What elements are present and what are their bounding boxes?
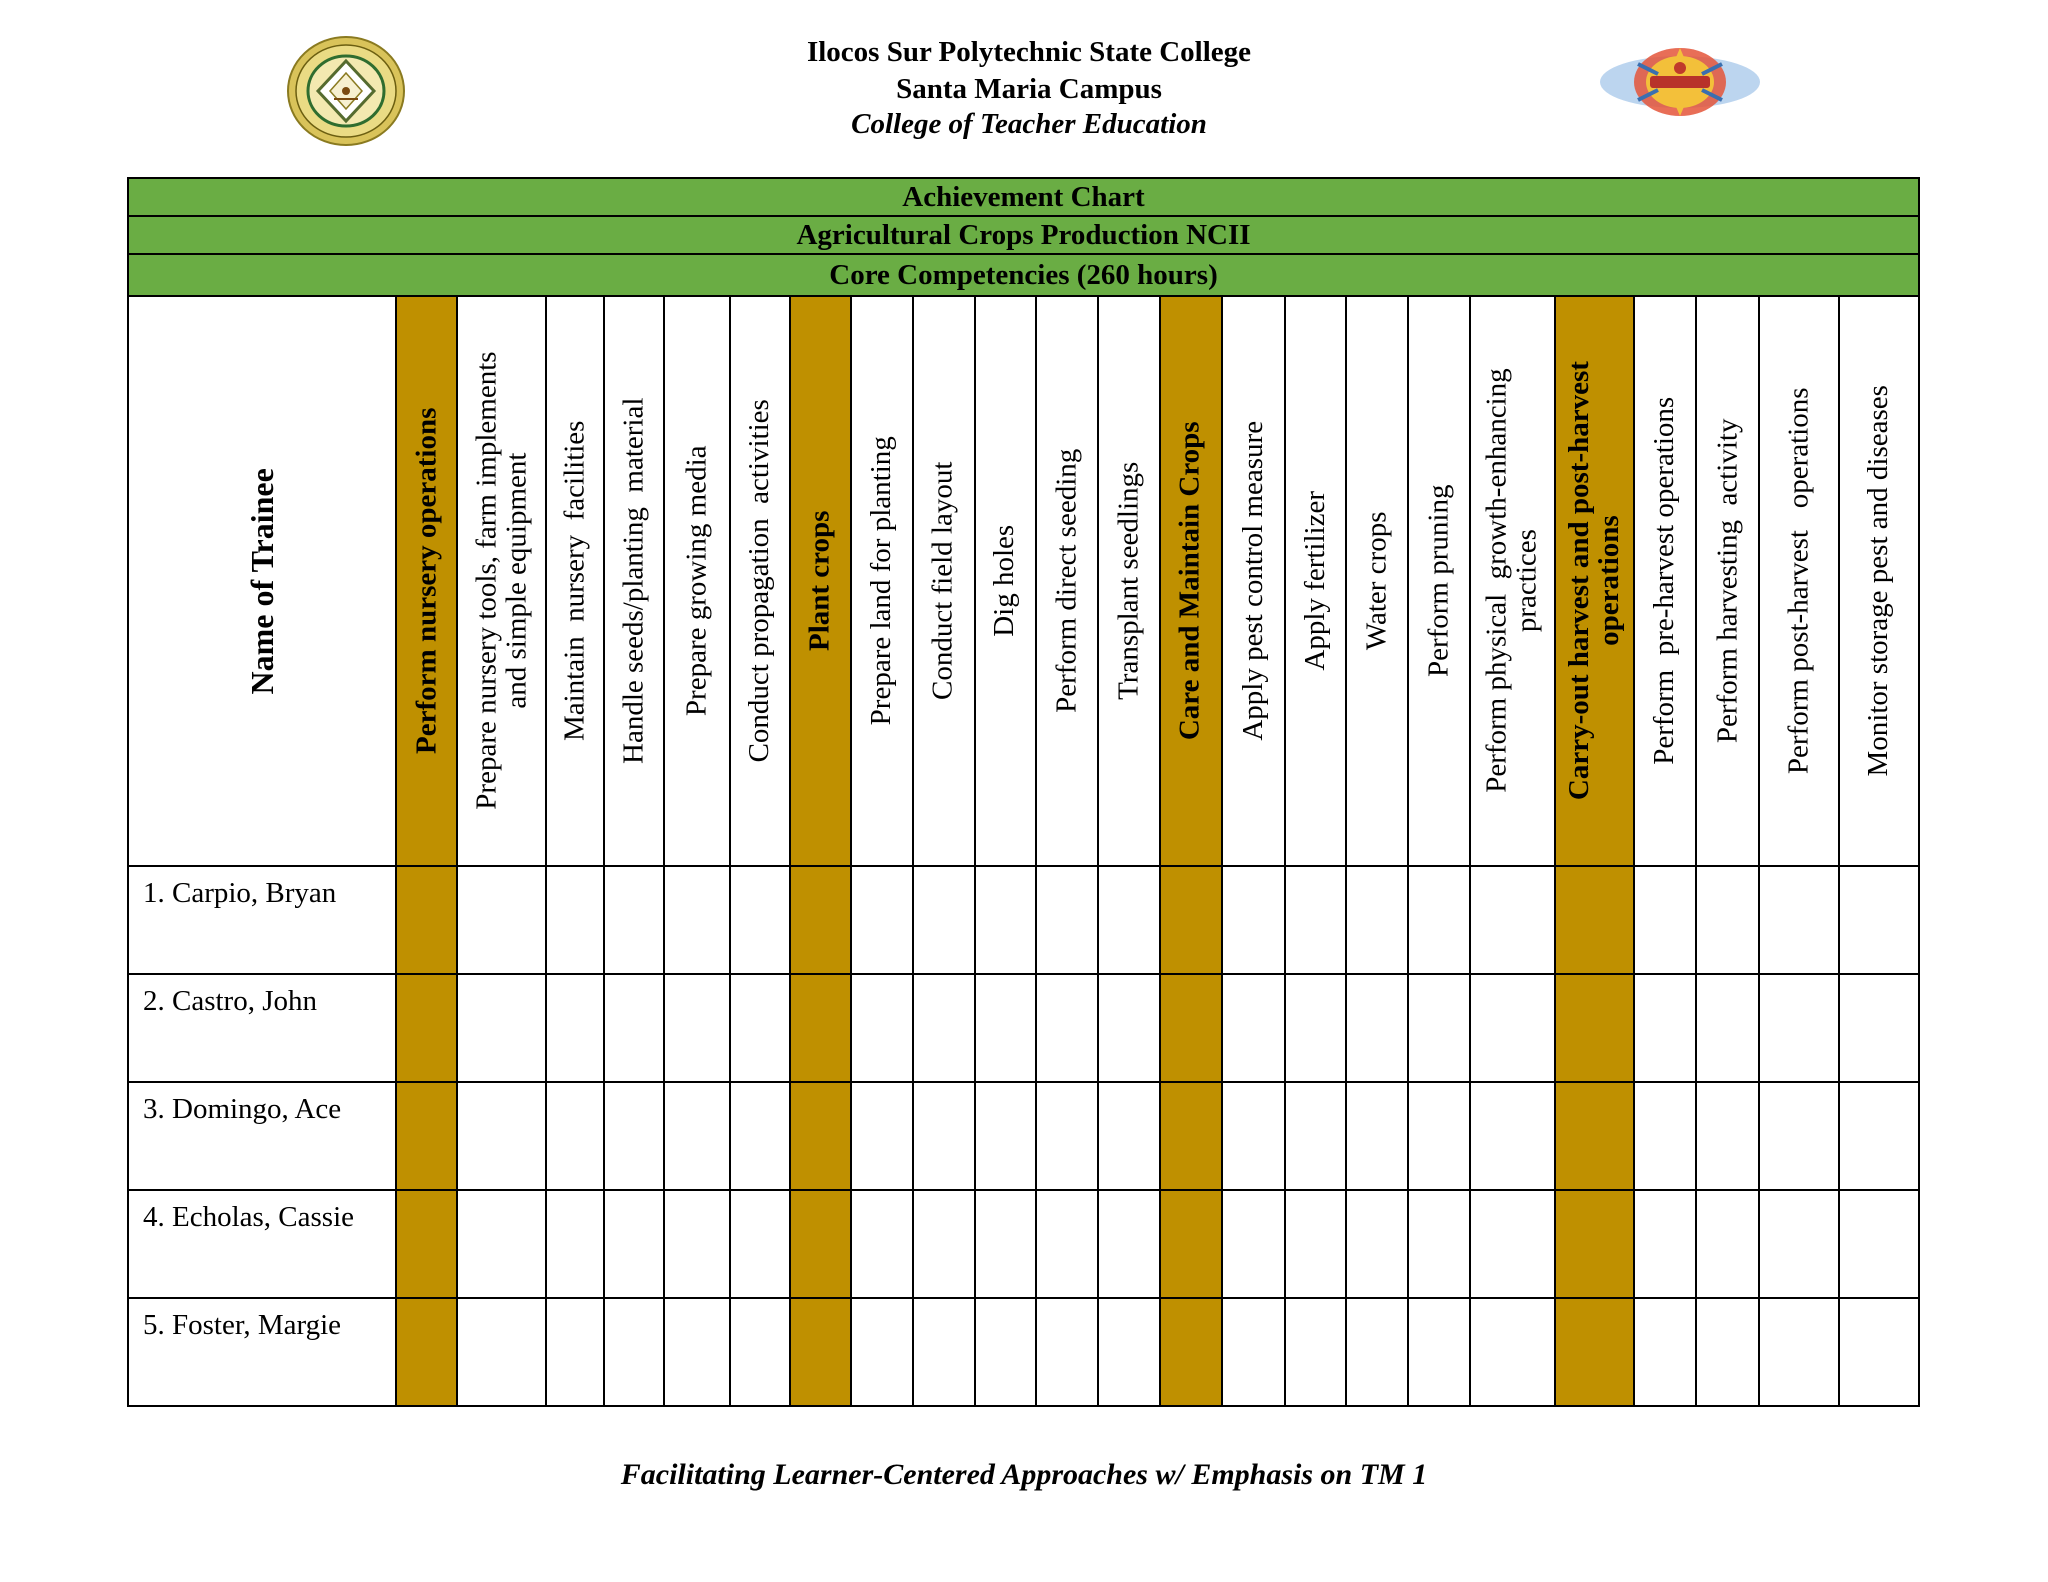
achievement-cell (1696, 866, 1759, 974)
achievement-cell (1160, 1190, 1222, 1298)
footer-text: Facilitating Learner-Centered Approaches w/ Emphasis on TM 1 (620, 1458, 1428, 1491)
achievement-cell (1408, 1190, 1470, 1298)
achievement-cell (975, 974, 1036, 1082)
achievement-cell (1839, 1298, 1919, 1406)
achievement-cell (913, 1298, 975, 1406)
achievement-cell (975, 1190, 1036, 1298)
competency-header-1 (396, 296, 457, 866)
achievement-cell (1634, 1190, 1696, 1298)
achievement-cell (1346, 1082, 1408, 1190)
achievement-cell (1555, 1190, 1634, 1298)
competency-label: Perform harvesting activity (1711, 418, 1744, 744)
competency-header-2 (457, 296, 546, 866)
achievement-cell (457, 1082, 546, 1190)
achievement-cell (457, 866, 546, 974)
name-of-trainee-header (128, 296, 396, 866)
achievement-cell (790, 974, 851, 1082)
achievement-cell (457, 1190, 546, 1298)
achievement-cell (1036, 1190, 1098, 1298)
competency-header-13 (1160, 296, 1222, 866)
achievement-cell (1160, 866, 1222, 974)
achievement-cell (396, 866, 457, 974)
achievement-cell (457, 974, 546, 1082)
achievement-cell (604, 974, 664, 1082)
trainee-name: 2. Castro, John (128, 974, 396, 1082)
competency-label: Monitor storage pest and diseases (1862, 385, 1895, 777)
competency-header-14 (1222, 296, 1285, 866)
competency-header-18 (1470, 296, 1555, 866)
achievement-cell (1839, 974, 1919, 1082)
achievement-cell (1759, 1298, 1839, 1406)
achievement-cell (730, 1190, 790, 1298)
competency-label: Perform pre-harvest operations (1648, 396, 1681, 765)
achievement-cell (1470, 1082, 1555, 1190)
trainee-row (128, 974, 1919, 1082)
achievement-cell (851, 1298, 913, 1406)
achievement-cell (1285, 974, 1346, 1082)
achievement-cell (1346, 866, 1408, 974)
competency-header-12 (1098, 296, 1160, 866)
achievement-cell (1036, 1082, 1098, 1190)
achievement-cell (664, 866, 729, 974)
achievement-cell (1285, 1298, 1346, 1406)
trainee-name: 3. Domingo, Ace (128, 1082, 396, 1190)
achievement-cell (396, 974, 457, 1082)
achievement-cell (1408, 1082, 1470, 1190)
trainee-name: 5. Foster, Margie (128, 1298, 396, 1406)
program-title: Agricultural Crops Production NCII (128, 216, 1919, 254)
achievement-cell (604, 1082, 664, 1190)
achievement-cell (1098, 1298, 1160, 1406)
achievement-cell (664, 1298, 729, 1406)
college-name: College of Teacher Education (851, 108, 1207, 140)
competency-label: Maintain nursery facilities (558, 420, 591, 742)
achievement-cell (1839, 1190, 1919, 1298)
college-seal-logo (286, 35, 406, 147)
competency-label: Plant crops (803, 510, 836, 652)
achievement-cell (1160, 1298, 1222, 1406)
achievement-cell (396, 1082, 457, 1190)
competency-label: Prepare growing media (680, 445, 713, 717)
achievement-cell (1696, 1082, 1759, 1190)
achievement-cell (1285, 1190, 1346, 1298)
competency-header-10 (975, 296, 1036, 866)
achievement-cell (1759, 974, 1839, 1082)
achievement-cell (664, 1190, 729, 1298)
achievement-cell (1759, 866, 1839, 974)
achievement-cell (790, 1190, 851, 1298)
achievement-cell (975, 866, 1036, 974)
achievement-cell (546, 1190, 604, 1298)
competency-header-6 (730, 296, 790, 866)
achievement-cell (1555, 974, 1634, 1082)
achievement-cell (1285, 866, 1346, 974)
achievement-cell (730, 1082, 790, 1190)
competency-header-5 (664, 296, 729, 866)
achievement-cell (1036, 866, 1098, 974)
achievement-cell (790, 1082, 851, 1190)
achievement-cell (1222, 866, 1285, 974)
competency-label: Conduct field layout (926, 461, 959, 701)
achievement-cell (604, 1298, 664, 1406)
achievement-cell (1470, 1298, 1555, 1406)
competency-label: Perform direct seeding (1049, 448, 1082, 714)
trainee-name: 4. Echolas, Cassie (128, 1190, 396, 1298)
ceremonial-emblem-logo (1598, 44, 1762, 120)
achievement-cell (1634, 1298, 1696, 1406)
competency-label: Apply fertilizer (1298, 491, 1331, 671)
achievement-cell (396, 1298, 457, 1406)
achievement-cell (457, 1298, 546, 1406)
trainee-row (128, 866, 1919, 974)
achievement-cell (1634, 1082, 1696, 1190)
competency-label: Transplant seedlings (1112, 461, 1145, 701)
achievement-cell (851, 1190, 913, 1298)
achievement-cell (730, 866, 790, 974)
trainee-row (128, 1190, 1919, 1298)
competency-header-7 (790, 296, 851, 866)
achievement-cell (1839, 866, 1919, 974)
achievement-cell (1160, 974, 1222, 1082)
achievement-cell (1696, 1298, 1759, 1406)
achievement-cell (664, 1082, 729, 1190)
achievement-cell (790, 866, 851, 974)
achievement-cell (1759, 1082, 1839, 1190)
achievement-cell (1408, 1298, 1470, 1406)
competency-header-19 (1555, 296, 1634, 866)
achievement-cell (975, 1298, 1036, 1406)
competency-header-16 (1346, 296, 1408, 866)
competency-label: Carry-out harvest and post-harvest operations (1563, 361, 1625, 801)
achievement-cell (396, 1190, 457, 1298)
achievement-cell (730, 1298, 790, 1406)
competency-label: Perform pruning (1422, 484, 1455, 678)
achievement-cell (1555, 1082, 1634, 1190)
achievement-cell (1470, 974, 1555, 1082)
achievement-cell (913, 1082, 975, 1190)
competency-header-23 (1839, 296, 1919, 866)
campus-name: Santa Maria Campus (896, 73, 1162, 105)
achievement-cell (851, 1082, 913, 1190)
chart-title: Achievement Chart (128, 178, 1919, 216)
achievement-cell (913, 1190, 975, 1298)
achievement-cell (1759, 1190, 1839, 1298)
achievement-cell (1346, 1298, 1408, 1406)
achievement-cell (664, 974, 729, 1082)
achievement-cell (1470, 1190, 1555, 1298)
achievement-cell (1696, 1190, 1759, 1298)
achievement-cell (1222, 1082, 1285, 1190)
achievement-cell (730, 974, 790, 1082)
achievement-cell (1408, 974, 1470, 1082)
achievement-cell (546, 974, 604, 1082)
competency-header-21 (1696, 296, 1759, 866)
achievement-cell (1634, 866, 1696, 974)
trainee-row (128, 1298, 1919, 1406)
achievement-cell (1696, 974, 1759, 1082)
achievement-cell (546, 866, 604, 974)
achievement-cell (1036, 1298, 1098, 1406)
competency-header-4 (604, 296, 664, 866)
achievement-cell (1839, 1082, 1919, 1190)
competency-header-22 (1759, 296, 1839, 866)
trainee-row (128, 1082, 1919, 1190)
achievement-cell (1222, 1298, 1285, 1406)
competency-header-3 (546, 296, 604, 866)
competency-group-title: Core Competencies (260 hours) (128, 254, 1919, 296)
achievement-cell (1634, 974, 1696, 1082)
achievement-cell (1160, 1082, 1222, 1190)
achievement-cell (604, 866, 664, 974)
achievement-cell (851, 866, 913, 974)
achievement-cell (1346, 974, 1408, 1082)
competency-label: Conduct propagation activities (742, 399, 775, 763)
institution-name: Ilocos Sur Polytechnic State College (806, 36, 1252, 68)
achievement-cell (1346, 1190, 1408, 1298)
achievement-cell (546, 1298, 604, 1406)
achievement-cell (851, 974, 913, 1082)
achievement-chart-table (127, 177, 1920, 1407)
competency-header-15 (1285, 296, 1346, 866)
achievement-cell (913, 866, 975, 974)
achievement-cell (790, 1298, 851, 1406)
name-of-trainee-label: Name of Trainee (243, 467, 280, 695)
competency-label: Prepare land for planting (864, 436, 897, 726)
achievement-cell (1470, 866, 1555, 974)
achievement-cell (1408, 866, 1470, 974)
achievement-cell (1222, 974, 1285, 1082)
competency-label: Perform nursery operations (409, 407, 442, 755)
achievement-cell (546, 1082, 604, 1190)
competency-label: Handle seeds/planting material (617, 397, 650, 765)
competency-label: Care and Maintain Crops (1174, 421, 1207, 741)
competency-header-9 (913, 296, 975, 866)
achievement-cell (1222, 1190, 1285, 1298)
competency-label: Water crops (1360, 511, 1393, 651)
competency-label: Apply pest control measure (1236, 421, 1269, 741)
achievement-cell (1098, 866, 1160, 974)
competency-header-8 (851, 296, 913, 866)
achievement-cell (1036, 974, 1098, 1082)
competency-header-20 (1634, 296, 1696, 866)
competency-label: Prepare nursery tools, farm implements and simple equipment (470, 351, 532, 811)
achievement-cell (1285, 1082, 1346, 1190)
competency-header-17 (1408, 296, 1470, 866)
achievement-cell (1555, 866, 1634, 974)
trainee-name: 1. Carpio, Bryan (128, 866, 396, 974)
achievement-cell (1098, 974, 1160, 1082)
competency-label: Dig holes (988, 525, 1021, 637)
achievement-cell (1098, 1082, 1160, 1190)
competency-label: Perform physical growth-enhancing practices (1481, 368, 1543, 794)
achievement-cell (975, 1082, 1036, 1190)
achievement-cell (1098, 1190, 1160, 1298)
achievement-cell (1555, 1298, 1634, 1406)
achievement-cell (604, 1190, 664, 1298)
achievement-cell (913, 974, 975, 1082)
competency-label: Perform post-harvest operations (1782, 387, 1815, 775)
competency-header-11 (1036, 296, 1098, 866)
